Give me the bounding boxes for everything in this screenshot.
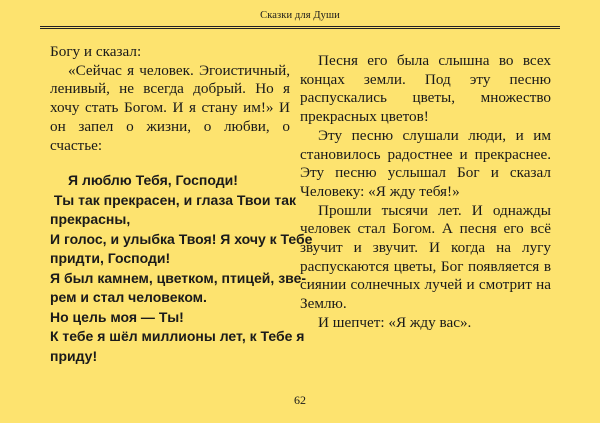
header-rule — [40, 26, 560, 29]
poem — [50, 171, 313, 366]
poem-line-part: рем и стал человеком. — [50, 289, 207, 306]
poem-line: Но цель моя — Ты! — [50, 308, 184, 325]
page-number: 62 — [294, 393, 306, 407]
poem-line-part: К тебе я шёл миллионы лет, к Тебе я — [50, 328, 305, 345]
right-column — [300, 52, 551, 333]
body-paragraph: И шепчет: «Я жду вас». — [318, 313, 472, 331]
running-header: Сказки для Души — [260, 10, 340, 21]
poem-line-part: приду! — [50, 347, 98, 364]
opening-line: Богу и сказал: — [50, 43, 142, 60]
quote-paragraph: «Сейчас я человек. Эгоистичный, ленивый, не всегда добрый. Но я хочу стать Богом. И я стану им!» И он запел о жизни, о любви, о счастье: — [50, 61, 290, 154]
body-paragraph: Эту песню слушали люди, и им становилось радостнее и прекраснее. Эту песню услышал Бог и сказал Человеку: «Я жду тебя!» — [300, 126, 551, 200]
poem-line-part: Я был камнем, цветком, птицей, зве- — [50, 269, 307, 286]
poem-line-part: придти, Господи! — [50, 250, 171, 267]
body-paragraph: Прошли тысячи лет. И однажды человек стал Богом. А песня его всё звучит и звучит. И когда на лугу распускаются цветы, Бог появляется в сиянии солнечных лучей и смотрит на Землю. — [300, 201, 551, 313]
poem-line-part: Ты так прекрасен, и глаза Твои так — [50, 191, 297, 208]
left-column — [50, 43, 313, 366]
body-paragraph: Песня его была слышна во всех концах земли. Под эту песню распускались цветы, множество прекрасных цветов! — [300, 52, 551, 126]
poem-line-part: И голос, и улыбка Твоя! Я хочу к Тебе — [50, 230, 313, 247]
poem-line-part: прекрасны, — [50, 211, 131, 228]
poem-line: Я люблю Тебя, Господи! — [68, 172, 238, 189]
